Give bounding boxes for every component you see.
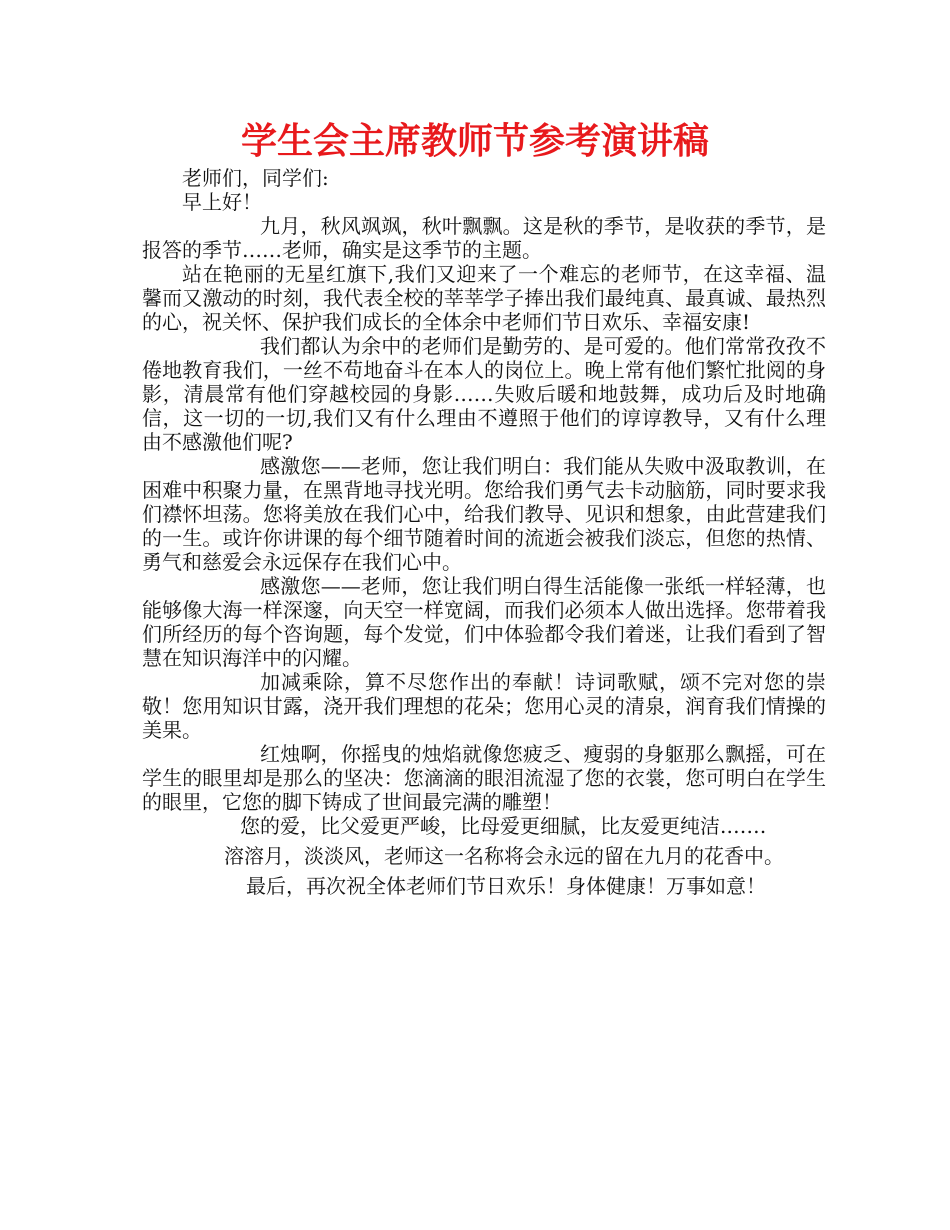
paragraph-morning: 早上好！ — [182, 190, 262, 214]
paragraph-flag: 站在艳丽的无星红旗下,我们又迎来了一个难忘的老师节，在这幸福、温馨而又激动的时刻，我代表全校的莘莘学子捧出我们最纯真、最真诚、最热烈的心，祝关怀、保护我们成长的全体余中老师们节日欢乐、幸福安康! — [142, 262, 826, 334]
paragraph-devotion: 加减乘除，算不尽您作出的奉献！诗词歌赋，颂不完对您的崇敬！您用知识甘露，浇开我们理想的花朵；您用心灵的清泉，润育我们情操的美果。 — [142, 670, 826, 742]
document-body — [142, 166, 826, 898]
paragraph-closing: 最后，再次祝全体老师们节日欢乐！身体健康！万事如意！ — [246, 874, 766, 898]
paragraph-love: 您的爱，比父爱更严峻，比母爱更细腻，比友爱更纯洁.…… — [240, 814, 767, 838]
paragraph-teachers: 我们都认为余中的老师们是勤劳的、是可爱的。他们常常孜孜不倦地教育我们，一丝不苟地奋斗在本人的岗位上。晚上常有他们繁忙批阅的身影，清晨常有他们穿越校园的身影……失败后暖和地鼓舞，成功后及时地确信，这一切的一切,我们又有什么理由不遵照于他们的谆谆教导，又有什么理由不感激他们呢? — [142, 334, 826, 454]
paragraph-greeting: 老师们，同学们: — [182, 166, 329, 190]
paragraph-september: 九月，秋风飒飒，秋叶飘飘。这是秋的季节，是收获的季节，是报答的季节……老师，确实是这季节的主题。 — [142, 214, 826, 262]
paragraph-moon: 溶溶月，淡淡风，老师这一名称将会永远的留在九月的花香中。 — [224, 844, 784, 868]
paragraph-candle: 红烛啊，你摇曳的烛焰就像您疲乏、瘦弱的身躯那么飘摇，可在学生的眼里却是那么的坚决：您滴滴的眼泪流湿了您的衣裳，您可明白在学生的眼里，它您的脚下铸成了世间最完满的雕塑！ — [142, 742, 826, 814]
paragraph-thanks-1: 感激您——老师，您让我们明白：我们能从失败中汲取教训，在困难中积聚力量，在黑背地寻找光明。您给我们勇气去卡动脑筋，同时要求我们襟怀坦荡。您将美放在我们心中，给我们教导、见识和想象，由此营建我们的一生。或许你讲课的每个细节随着时间的流逝会被我们淡忘，但您的热情、勇气和慈爱会永远保存在我们心中。 — [142, 454, 826, 574]
paragraph-thanks-2: 感激您——老师，您让我们明白得生活能像一张纸一样轻薄，也能够像大海一样深邃，向天空一样宽阔，而我们必须本人做出选择。您带着我们所经历的每个咨询题，每个发觉，们中体验都令我们着迷，让我们看到了智慧在知识海洋中的闪耀。 — [142, 574, 826, 670]
document-title: 学生会主席教师节参考演讲稿 — [240, 121, 709, 162]
